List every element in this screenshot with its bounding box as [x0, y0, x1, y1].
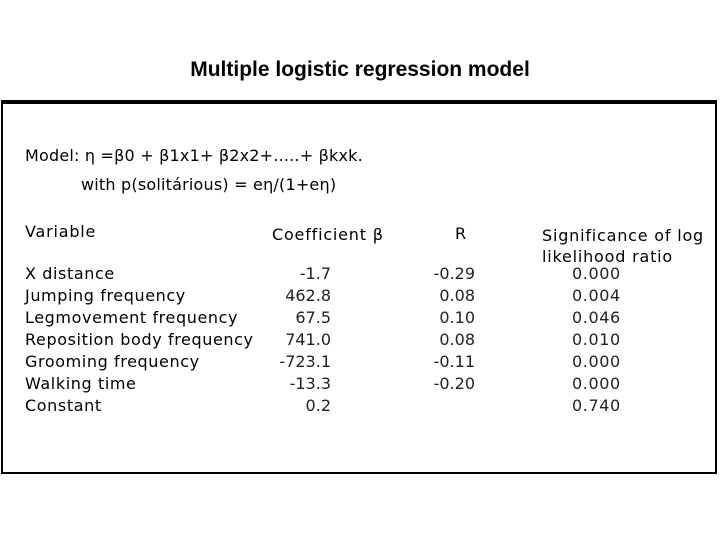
row-r-value: -0.20 — [433, 374, 475, 393]
header-variable: Variable — [25, 222, 97, 241]
row-significance: 0.010 — [572, 330, 621, 349]
row-variable: Reposition body frequency — [25, 330, 254, 349]
row-variable: Jumping frequency — [25, 286, 186, 305]
row-coefficient: -723.1 — [279, 352, 331, 371]
row-coefficient: -13.3 — [289, 374, 331, 393]
header-coefficient: Coefficient β — [272, 225, 384, 244]
row-r-value: 0.08 — [439, 330, 475, 349]
row-significance: 0.000 — [572, 352, 621, 371]
row-variable: Walking time — [25, 374, 137, 393]
header-significance-2: likelihood ratio — [542, 247, 673, 266]
row-r-value: -0.29 — [433, 264, 475, 283]
row-coefficient: -1.7 — [299, 264, 331, 283]
row-coefficient: 741.0 — [285, 330, 331, 349]
row-coefficient: 0.2 — [305, 396, 331, 415]
header-r: R — [455, 224, 467, 243]
model-formula: Model: η =β0 + β1x1+ β2x2+.....+ βkxk. — [25, 146, 363, 165]
probability-formula: with p(solitárious) = eη/(1+eη) — [81, 175, 337, 194]
header-significance-1: Significance of log — [542, 226, 704, 245]
row-significance: 0.000 — [572, 264, 621, 283]
row-significance: 0.000 — [572, 374, 621, 393]
page-title: Multiple logistic regression model — [190, 58, 530, 81]
row-coefficient: 462.8 — [285, 286, 331, 305]
row-variable: Legmovement frequency — [25, 308, 239, 327]
row-variable: Grooming frequency — [25, 352, 200, 371]
row-variable: Constant — [25, 396, 102, 415]
row-significance: 0.004 — [572, 286, 621, 305]
row-coefficient: 67.5 — [295, 308, 331, 327]
frame-top-rule — [3, 102, 715, 104]
scanned-table-image — [1, 100, 717, 474]
row-significance: 0.740 — [572, 396, 621, 415]
row-significance: 0.046 — [572, 308, 621, 327]
row-r-value: 0.08 — [439, 286, 475, 305]
row-variable: X distance — [25, 264, 115, 283]
row-r-value: -0.11 — [433, 352, 475, 371]
row-r-value: 0.10 — [439, 308, 475, 327]
